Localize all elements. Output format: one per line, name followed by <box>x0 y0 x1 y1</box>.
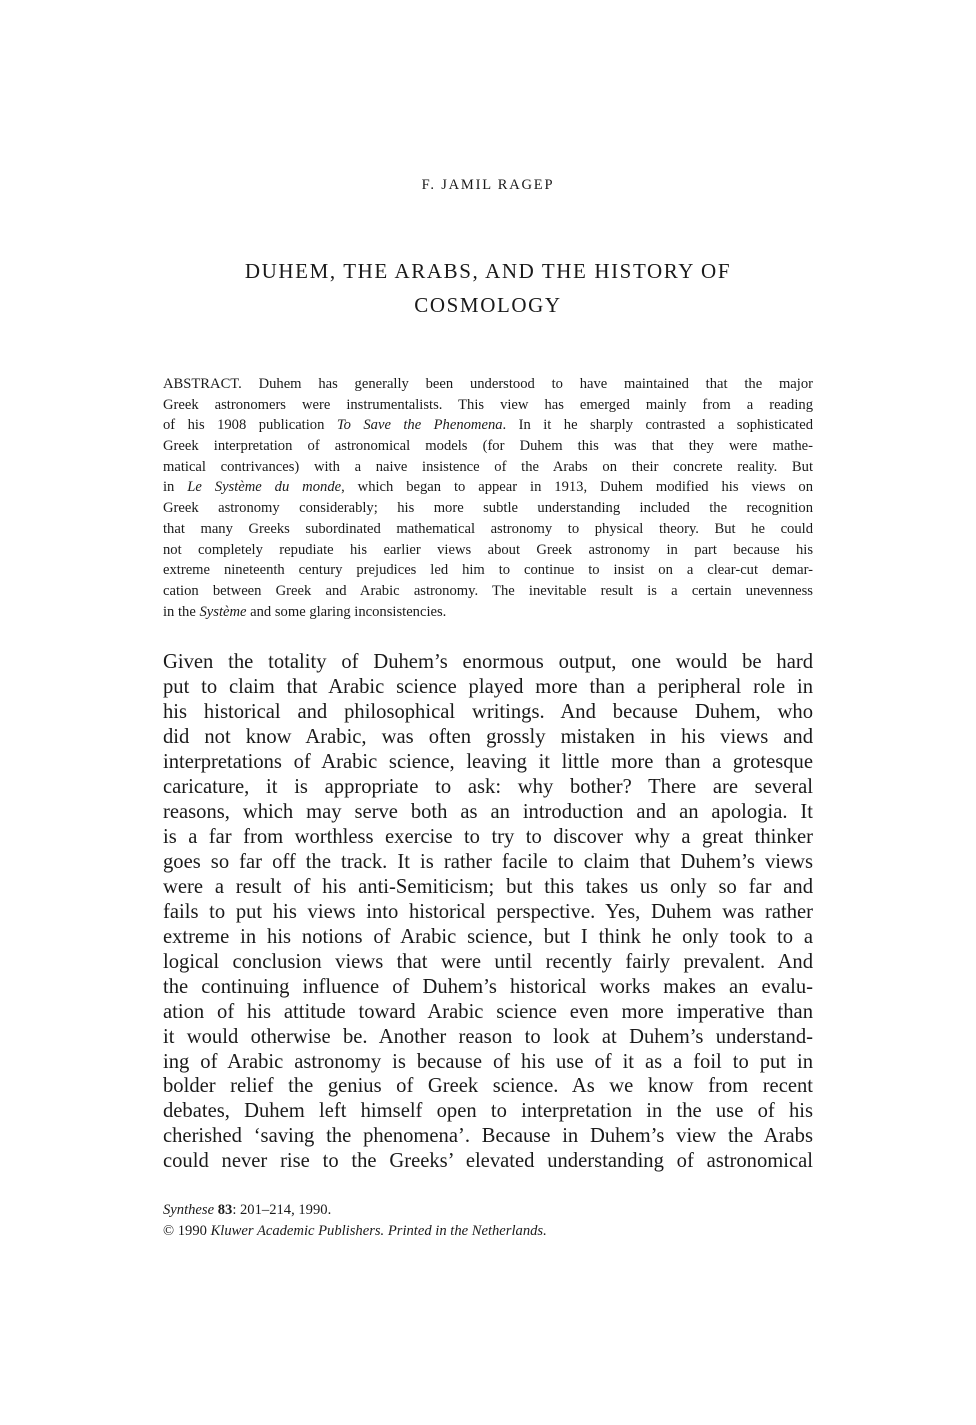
book-title-le-systeme-du-monde: Le Système du monde <box>187 479 342 496</box>
body-line: ation of his attitude toward Arabic science even more imperative than <box>163 1000 813 1023</box>
abstract-line <box>163 477 813 498</box>
book-title-to-save-the-phenomena: To Save the Phenomena <box>336 417 503 434</box>
abstract-text: . In it he sharply contrasted a sophisticated <box>502 417 813 434</box>
body-line: interpretations of Arabic science, leaving it little more than a grotesque <box>163 750 813 773</box>
body-line: cherished ‘saving the phenomena’. Because in Duhem’s view the Arabs <box>163 1125 813 1148</box>
body-line: Given the totality of Duhem’s enormous output, one would be hard <box>163 651 813 673</box>
body-line: it would otherwise be. Another reason to look at Duhem’s understand- <box>163 1025 813 1048</box>
publisher-notice: Kluwer Academic Publishers. Printed in the Netherlands. <box>210 1222 547 1239</box>
journal-volume: 83 <box>217 1202 233 1218</box>
body-line: logical conclusion views that were until recently fairly prevalent. And <box>163 950 813 973</box>
body-line: the continuing influence of Duhem’s historical works makes an evalu- <box>163 975 813 998</box>
body-line: reasons, which may serve both as an introduction and an apologia. It <box>163 800 813 823</box>
abstract-line: ABSTRACT. Duhem has generally been understood to have maintained that the major <box>163 376 813 392</box>
abstract-text: of his 1908 publication <box>163 417 337 434</box>
copyright-notice: © 1990 <box>163 1222 211 1239</box>
body-line: did not know Arabic, was often grossly mistaken in his views and <box>163 725 813 748</box>
body-line: were a result of his anti-Semiticism; but this takes us only so far and <box>163 875 813 898</box>
body-line: ing of Arabic astronomy is because of his use of it as a foil to put in <box>163 1050 813 1073</box>
body-line: could never rise to the Greeks’ elevated understanding of astronomical <box>163 1150 813 1173</box>
body-line: is a far from worthless exercise to try to discover why a great thinker <box>163 825 813 848</box>
abstract-line: cation between Greek and Arabic astronomy. The inevitable result is a certain unevenness <box>163 582 813 599</box>
abstract-line: not completely repudiate his earlier views about Greek astronomy in part because his <box>163 541 813 558</box>
abstract-line: that many Greeks subordinated mathematical astronomy to physical theory. But he could <box>163 520 813 537</box>
citation-pages: : 201–214, 1990. <box>232 1202 332 1218</box>
abstract <box>163 374 813 622</box>
abstract-line: Greek astronomers were instrumentalists. This view has emerged mainly from a reading <box>163 396 813 413</box>
abstract-text: , which began to appear in 1913, Duhem modified his views on <box>341 479 813 496</box>
body-line: bolder relief the genius of Greek science. As we know from recent <box>163 1075 813 1098</box>
abstract-line: Greek interpretation of astronomical models (for Duhem this was that they were mathe- <box>163 438 813 455</box>
abstract-line: Greek astronomy considerably; his more subtle understanding included the recognition <box>163 500 813 517</box>
abstract-text: and some glaring inconsistencies. <box>246 603 447 620</box>
body-line: put to claim that Arabic science played more than a peripheral role in <box>163 675 813 698</box>
abstract-line <box>163 415 813 436</box>
publication-footer <box>163 1200 813 1242</box>
author-name: F. JAMIL RAGEP <box>421 177 555 193</box>
abstract-line: matical contrivances) with a naive insistence of the Arabs on their concrete reality. But <box>163 458 813 475</box>
body-paragraph <box>163 650 813 1174</box>
paper-title-line-1: DUHEM, THE ARABS, AND THE HISTORY OF <box>244 259 732 283</box>
abstract-text: in <box>163 479 188 496</box>
body-line: his historical and philosophical writings. And because Duhem, who <box>163 700 813 723</box>
abstract-text: in the <box>163 603 200 620</box>
citation-line <box>163 1200 813 1221</box>
paper-title <box>140 254 836 322</box>
copyright-line <box>163 1221 813 1242</box>
body-line: fails to put his views into historical perspective. Yes, Duhem was rather <box>163 900 813 923</box>
body-line: goes so far off the track. It is rather facile to claim that Duhem’s views <box>163 850 813 873</box>
body-line: caricature, it is appropriate to ask: why bother? There are several <box>163 775 813 798</box>
abstract-line <box>163 602 813 623</box>
body-line: debates, Duhem left himself open to interpretation in the use of his <box>163 1100 813 1123</box>
body-line: extreme in his notions of Arabic science, but I think he only took to a <box>163 925 813 948</box>
book-title-systeme: Système <box>199 603 247 620</box>
abstract-line: extreme nineteenth century prejudices led him to continue to insist on a clear-cut demar- <box>163 562 813 579</box>
journal-name: Synthese <box>163 1202 215 1218</box>
paper-title-line-2: COSMOLOGY <box>414 293 562 317</box>
